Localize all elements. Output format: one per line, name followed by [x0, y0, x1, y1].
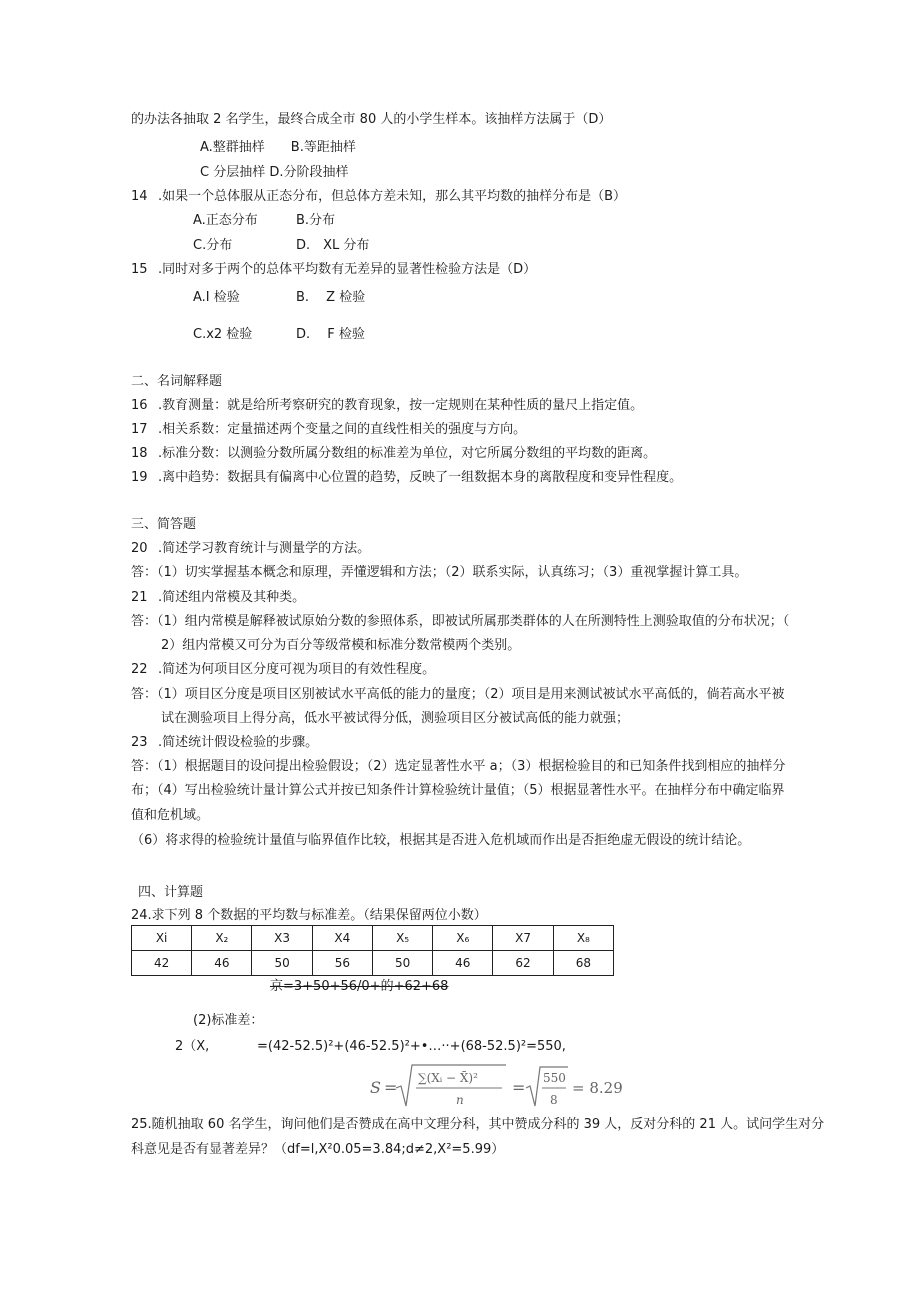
q20-answer: 答：（1）切实掌握基本概念和原理，弄懂逻辑和方法；（2）联系实际，认真练习；（3）重视掌握计算工具。 — [131, 565, 748, 580]
q16-number: 16 — [131, 398, 148, 413]
table-header-cell: X₅ — [372, 926, 432, 951]
section2-title: 二、名词解释题 — [131, 374, 223, 389]
q20-text: .简述学习教育统计与测量学的方法。 — [158, 541, 371, 556]
q14-option-a: A.正态分布 — [193, 213, 258, 228]
table-cell: 46 — [192, 951, 252, 976]
data-table — [131, 925, 614, 976]
section4-title: 四、计算题 — [138, 885, 204, 900]
q15-number: 15 — [131, 262, 148, 277]
formula-equals: = — [384, 1078, 398, 1097]
q14-option-d: D. XL 分布 — [296, 238, 370, 253]
table-cell: 62 — [493, 951, 553, 976]
q13-stem-continuation: 的办法各抽取 2 名学生，最终合成全市 80 人的小学生样本。该抽样方法属于（D） — [131, 112, 612, 127]
q23-answer-line1: 答：（1）根据题目的设问提出检验假设；（2）选定显著性水平 a；（3）根据检验目的和已知条件找到相应的抽样分 — [131, 759, 786, 774]
q21-number: 21 — [131, 590, 148, 605]
table-header-row — [132, 926, 614, 951]
formula-equals-2: = — [512, 1078, 526, 1097]
table-header-cell: Xi — [132, 926, 192, 951]
q15-stem: .同时对多于两个的总体平均数有无差异的显著性检验方法是（D） — [158, 262, 537, 277]
q15-option-a: A.I 检验 — [193, 290, 240, 305]
sum-of-squares-expression: =(42-52.5)²+(46-52.5)²+•…··+(68-52.5)²=550, — [257, 1039, 566, 1054]
q22-text: .简述为何项目区分度可视为项目的有效性程度。 — [158, 662, 436, 677]
q17-text: .相关系数：定量描述两个变量之间的直线性相关的强度与方向。 — [158, 422, 527, 437]
table-cell: 50 — [252, 951, 312, 976]
table-header-cell: X3 — [252, 926, 312, 951]
table-row — [132, 951, 614, 976]
q20-number: 20 — [131, 541, 148, 556]
table-cell: 46 — [433, 951, 493, 976]
q15-option-b: B. Z 检验 — [296, 290, 366, 305]
mean-calculation: 京=3+50+56/0+的+62+68 — [270, 979, 449, 994]
q22-answer-line1: 答：（1）项目区分度是项目区别被试水平高低的能力的量度；（2）项目是用来测试被试水平高低的，倘若高水平被 — [131, 687, 785, 702]
q22-number: 22 — [131, 662, 148, 677]
q23-text: .简述统计假设检验的步骤。 — [158, 735, 319, 750]
table-header-cell: X4 — [312, 926, 372, 951]
formula-frac-denominator: 8 — [550, 1093, 558, 1107]
formula-denominator: n — [456, 1093, 464, 1107]
q23-answer-line2: 布；（4）写出检验统计量计算公式并按已知条件计算检验统计量值；（5）根据显著性水平。在抽样分布中确定临界 — [131, 783, 785, 798]
q15-option-d: D. F 检验 — [296, 327, 365, 342]
q25-stem-line1: 25.随机抽取 60 名学生，询问他们是否赞成在高中文理分科，其中赞成分科的 39 人，反对分科的 21 人。试问学生对分 — [131, 1117, 825, 1132]
formula-frac-numerator: 550 — [543, 1071, 566, 1085]
table-cell: 50 — [372, 951, 432, 976]
sd-label: (2)标准差： — [193, 1013, 264, 1028]
q19-number: 19 — [131, 470, 148, 485]
formula-result: = 8.29 — [572, 1079, 623, 1097]
q15-option-c: C.x2 检验 — [193, 327, 253, 342]
q21-answer-line1: 答：（1）组内常模是解释被试原始分数的参照体系，即被试所属那类群体的人在所测特性上测验取值的分布状况；（ — [131, 614, 790, 629]
formula-numerator: ∑(Xᵢ − X̄)² — [418, 1071, 478, 1085]
q24-stem: 24.求下列 8 个数据的平均数与标准差。（结果保留两位小数） — [131, 908, 487, 923]
q14-option-b: B.分布 — [296, 213, 336, 228]
table-header-cell: X₆ — [433, 926, 493, 951]
q23-number: 23 — [131, 735, 148, 750]
q22-answer-line2: 试在测验项目上得分高，低水平被试得分低，测验项目区分被试高低的能力就强； — [161, 711, 630, 726]
table-cell: 42 — [132, 951, 192, 976]
q23-answer-line4: （6）将求得的检验统计量值与临界值作比较，根据其是否进入危机域而作出是否拒绝虚无假设的统计结论。 — [131, 833, 751, 848]
q25-stem-line2: 科意见是否有显著差异？（df=l,X²0.05=3.84;d≠2,X²=5.99） — [131, 1142, 505, 1157]
q18-number: 18 — [131, 446, 148, 461]
q14-number: 14 — [131, 189, 148, 204]
q13-options-ab: A.整群抽样 B.等距抽样 — [200, 140, 356, 155]
q14-option-c: C.分布 — [193, 238, 233, 253]
table-cell: 56 — [312, 951, 372, 976]
section3-title: 三、简答题 — [131, 517, 197, 532]
table-header-cell: X7 — [493, 926, 553, 951]
table-header-cell: X₂ — [192, 926, 252, 951]
q18-text: .标准分数：以测验分数所属分数组的标准差为单位，对它所属分数组的平均数的距离。 — [158, 446, 657, 461]
q13-options-cd: C 分层抽样 D.分阶段抽样 — [200, 165, 349, 180]
table-cell: 68 — [553, 951, 613, 976]
sum-of-squares-prefix: 2（X, — [175, 1039, 210, 1054]
table-header-cell: X₈ — [553, 926, 613, 951]
formula-s: S — [370, 1078, 381, 1097]
q21-text: .简述组内常模及其种类。 — [158, 590, 306, 605]
sd-formula — [370, 1062, 623, 1114]
q19-text: .离中趋势：数据具有偏离中心位置的趋势，反映了一组数据本身的离散程度和变异性程度。 — [158, 470, 683, 485]
q21-answer-line2: 2）组内常模又可分为百分等级常模和标准分数常模两个类别。 — [161, 638, 521, 653]
q14-stem: .如果一个总体服从正态分布，但总体方差未知，那么其平均数的抽样分布是（B） — [158, 189, 627, 204]
q23-answer-line3: 值和危机域。 — [131, 808, 210, 823]
q17-number: 17 — [131, 422, 148, 437]
q16-text: .教育测量：就是给所考察研究的教育现象，按一定规则在某种性质的量尺上指定值。 — [158, 398, 644, 413]
